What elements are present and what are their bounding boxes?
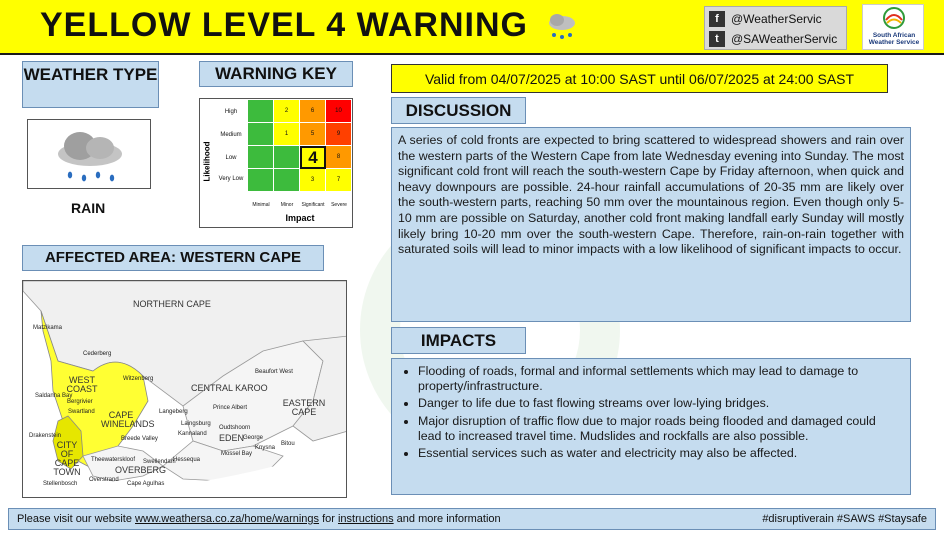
warning-key-cell bbox=[248, 123, 274, 146]
town-label: Witzenberg bbox=[123, 376, 154, 382]
region-label: CAPE WINELANDS bbox=[101, 410, 155, 429]
region-label: WEST COAST bbox=[66, 375, 98, 394]
warning-key-cell bbox=[274, 146, 300, 169]
affected-area-map bbox=[22, 280, 347, 498]
saws-logo bbox=[862, 4, 924, 50]
facebook-icon: f bbox=[709, 11, 725, 27]
town-label: Langeberg bbox=[159, 409, 188, 415]
col-label-significant: Significant bbox=[301, 202, 325, 208]
warning-key-cell: 8 bbox=[326, 146, 352, 169]
impacts-list bbox=[391, 358, 911, 495]
warning-key-cell: 10 bbox=[326, 100, 352, 123]
warning-key-cell: 2 bbox=[274, 100, 300, 123]
instructions-link[interactable]: instructions bbox=[337, 513, 394, 525]
discussion-heading: DISCUSSION bbox=[391, 97, 526, 124]
col-label-minimal: Minimal bbox=[252, 202, 270, 208]
region-label: OVERBERG bbox=[115, 465, 167, 475]
town-label: Prince Albert bbox=[213, 405, 248, 411]
logo-emblem-icon bbox=[863, 5, 925, 32]
region-label: NORTHERN CAPE bbox=[133, 299, 211, 309]
town-label: Saldanha Bay bbox=[35, 393, 73, 399]
town-label: Kannaland bbox=[178, 431, 207, 437]
town-label: Drakenstein bbox=[29, 433, 62, 439]
rain-cloud-icon bbox=[545, 12, 579, 44]
region-label: CITY OF CAPE TOWN bbox=[53, 440, 81, 477]
warning-key-cell: 1 bbox=[274, 123, 300, 146]
warning-key-cell: 9 bbox=[326, 123, 352, 146]
valid-period: Valid from 04/07/2025 at 10:00 SAST until 06/07/2025 at 24:00 SAST bbox=[391, 64, 888, 93]
warning-key-cell: 4 bbox=[300, 146, 326, 169]
warning-key-cell bbox=[248, 100, 274, 123]
logo-text: South African Weather Service bbox=[868, 32, 920, 46]
impact-item: • Major disruption of traffic flow due to major roads being flooded and damaged could lead to increased travel time. Mudslides and rockfalls are also possible. bbox=[418, 414, 900, 444]
warning-key-heading: WARNING KEY bbox=[199, 61, 353, 87]
impact-item: • Flooding of roads, formal and informal settlements which may lead to damage to property/infrastructure. bbox=[418, 364, 900, 394]
warning-key-cell bbox=[248, 169, 274, 192]
town-label: Swartland bbox=[68, 409, 95, 415]
warning-key-cell bbox=[248, 146, 274, 169]
town-label: Hessequa bbox=[173, 457, 201, 463]
footer-bar bbox=[8, 508, 936, 530]
twitter-handle: @SAWeatherServic bbox=[731, 32, 838, 46]
footer-hashtags: #disruptiverain #SAWS #Staysafe bbox=[762, 513, 927, 525]
impact-axis-label: Impact bbox=[285, 213, 315, 223]
twitter-icon: t bbox=[709, 31, 725, 47]
col-label-minor: Minor bbox=[280, 202, 294, 208]
warning-key-cell: 5 bbox=[300, 123, 326, 146]
town-label: Knysna bbox=[255, 445, 276, 451]
social-links bbox=[704, 6, 847, 50]
town-label: Mossel Bay bbox=[221, 451, 253, 457]
town-label: Cederberg bbox=[83, 351, 112, 357]
town-label: Oudtshoorn bbox=[219, 425, 251, 431]
town-label: Overstrand bbox=[89, 477, 119, 483]
impact-item: • Danger to life due to fast flowing streams over low-lying bridges. bbox=[418, 396, 900, 411]
region-label: EASTERN CAPE bbox=[282, 398, 326, 417]
row-label-very-low: Very Low bbox=[218, 176, 244, 182]
town-label: Swellendam bbox=[143, 459, 176, 465]
town-label: Breede Valley bbox=[121, 436, 158, 442]
town-label: Bitou bbox=[281, 441, 295, 447]
row-label-high: High bbox=[224, 109, 238, 115]
warning-key-cell: 6 bbox=[300, 100, 326, 123]
town-label: Cape Agulhas bbox=[127, 481, 165, 487]
region-label: EDEN bbox=[219, 433, 245, 443]
warning-key-cell: 7 bbox=[326, 169, 352, 192]
discussion-text: A series of cold fronts are expected to bring scattered to widespread showers and rain over the western parts of the Western Cape from late Wednesday evening into Sunday. The most significant cold front will reach the south-western Cape by Friday afternoon, when quick and heavy downpours are possible. 24-hour rainfall accumulations of 20-35 mm are likely over the south-western parts, reaching 50 mm over the mountainous region. Even though only 5-10 mm are possible on Saturday, another cold front making landfall early Sunday will mostly likely bring 10-20 mm over the south-western Cape. Therefore, rain-on-rain together with saturated soils will lead to minor impacts with a low likelihood of significant impacts to occur. bbox=[391, 127, 911, 322]
town-label: Bergrivier bbox=[67, 399, 93, 405]
warning-banner bbox=[0, 0, 944, 55]
town-label: Theewaterskloof bbox=[91, 457, 136, 463]
warning-key-cell bbox=[274, 169, 300, 192]
town-label: Beaufort West bbox=[255, 369, 293, 375]
weather-type-label: RAIN bbox=[71, 200, 106, 216]
affected-area-heading: AFFECTED AREA: WESTERN CAPE bbox=[22, 245, 324, 271]
town-label: George bbox=[243, 435, 264, 441]
row-label-low: Low bbox=[225, 155, 237, 161]
warning-key-matrix bbox=[199, 98, 353, 228]
twitter-link[interactable] bbox=[709, 29, 837, 49]
town-label: Matzikama bbox=[33, 325, 63, 331]
facebook-link[interactable] bbox=[709, 9, 822, 29]
impacts-heading: IMPACTS bbox=[391, 327, 526, 354]
weather-type-heading: WEATHER TYPE bbox=[22, 61, 159, 108]
town-label: Laingsburg bbox=[181, 421, 211, 427]
warning-key-cell: 3 bbox=[300, 169, 326, 192]
weather-type-icon-panel bbox=[27, 119, 151, 189]
facebook-handle: @WeatherServic bbox=[731, 12, 822, 26]
col-label-severe: Severe bbox=[331, 202, 347, 208]
rain-cloud-icon bbox=[28, 120, 152, 190]
row-label-medium: Medium bbox=[220, 132, 242, 138]
warning-title: YELLOW LEVEL 4 WARNING bbox=[40, 6, 528, 44]
impact-item: • Essential services such as water and electricity may also be affected. bbox=[418, 446, 900, 461]
warnings-link[interactable]: www.weathersa.co.za/home/warnings bbox=[135, 513, 320, 525]
town-label: Stellenbosch bbox=[43, 481, 78, 487]
footer-website-text: Please visit our website www.weathersa.co.za/home/warnings for instructions and more information bbox=[17, 513, 501, 525]
likelihood-axis-label: Likelihood bbox=[202, 141, 212, 181]
region-label: CENTRAL KAROO bbox=[191, 383, 268, 393]
